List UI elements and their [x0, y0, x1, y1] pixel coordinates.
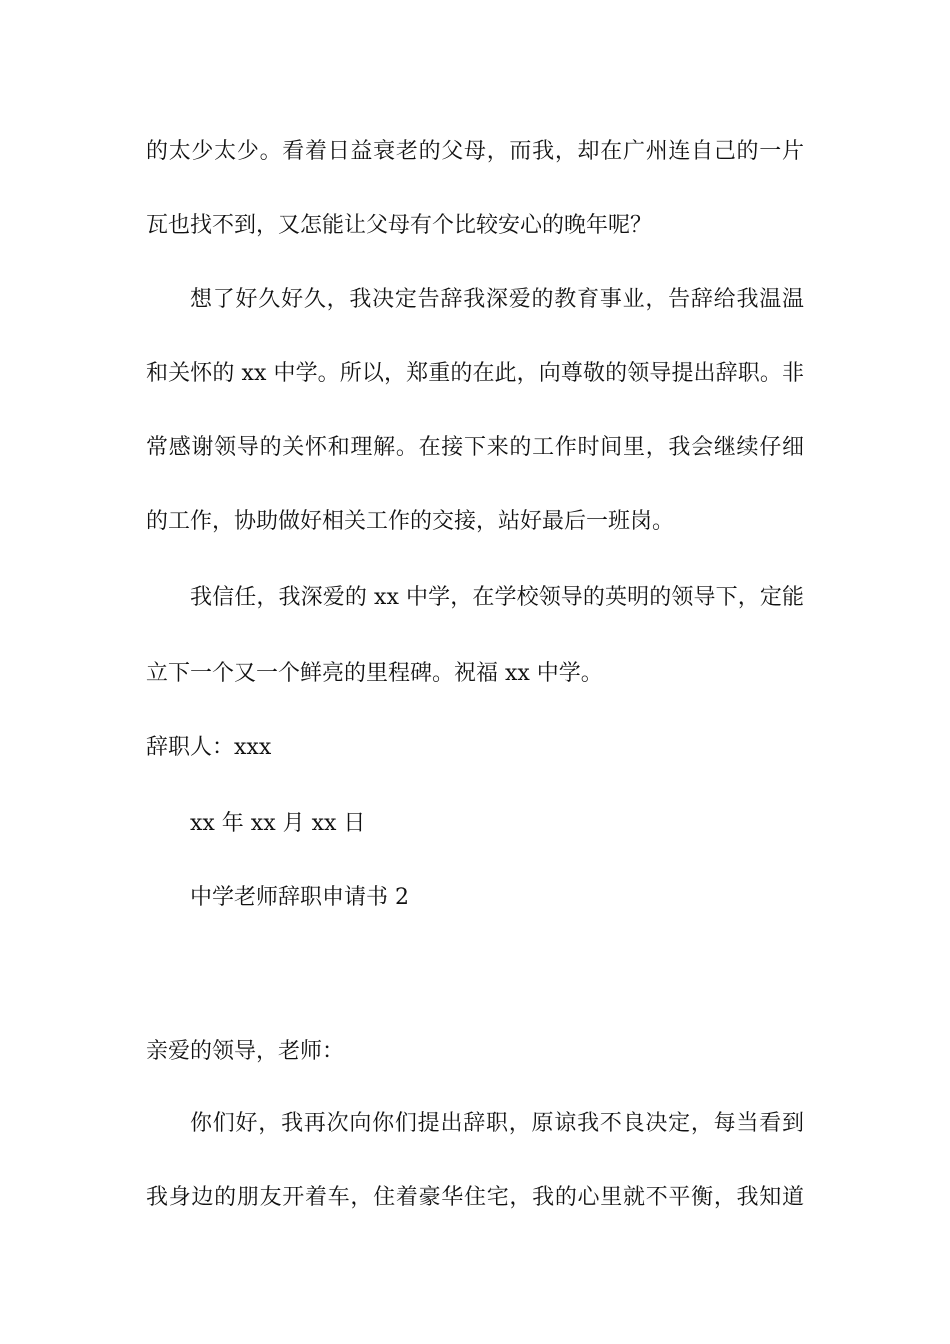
- paragraph-line: 想了好久好久，我决定告辞我深爱的教育事业，告辞给我温温: [190, 287, 804, 312]
- signature-line: 辞职人：xxx: [146, 735, 272, 760]
- paragraph-line: 和关怀的 xx 中学。所以，郑重的在此，向尊敬的领导提出辞职。非: [146, 361, 804, 386]
- paragraph-line: 你们好，我再次向你们提出辞职，原谅我不良决定，每当看到: [190, 1111, 804, 1136]
- paragraph-line: 常感谢领导的关怀和理解。在接下来的工作时间里，我会继续仔细: [146, 435, 804, 460]
- section-title: 中学老师辞职申请书 2: [190, 885, 409, 910]
- paragraph-line: 的太少太少。看着日益衰老的父母，而我，却在广州连自己的一片: [146, 139, 804, 164]
- salutation: 亲爱的领导，老师：: [146, 1039, 345, 1064]
- paragraph-line: 的工作，协助做好相关工作的交接，站好最后一班岗。: [146, 509, 675, 534]
- paragraph-line: 我身边的朋友开着车，住着豪华住宅，我的心里就不平衡，我知道: [146, 1185, 804, 1210]
- date-line: xx 年 xx 月 xx 日: [190, 811, 366, 836]
- paragraph-line: 瓦也找不到，又怎能让父母有个比较安心的晚年呢？: [146, 213, 653, 238]
- paragraph-line: 立下一个又一个鲜亮的里程碑。祝福 xx 中学。: [146, 661, 603, 686]
- paragraph-line: 我信任，我深爱的 xx 中学，在学校领导的英明的领导下，定能: [190, 585, 804, 610]
